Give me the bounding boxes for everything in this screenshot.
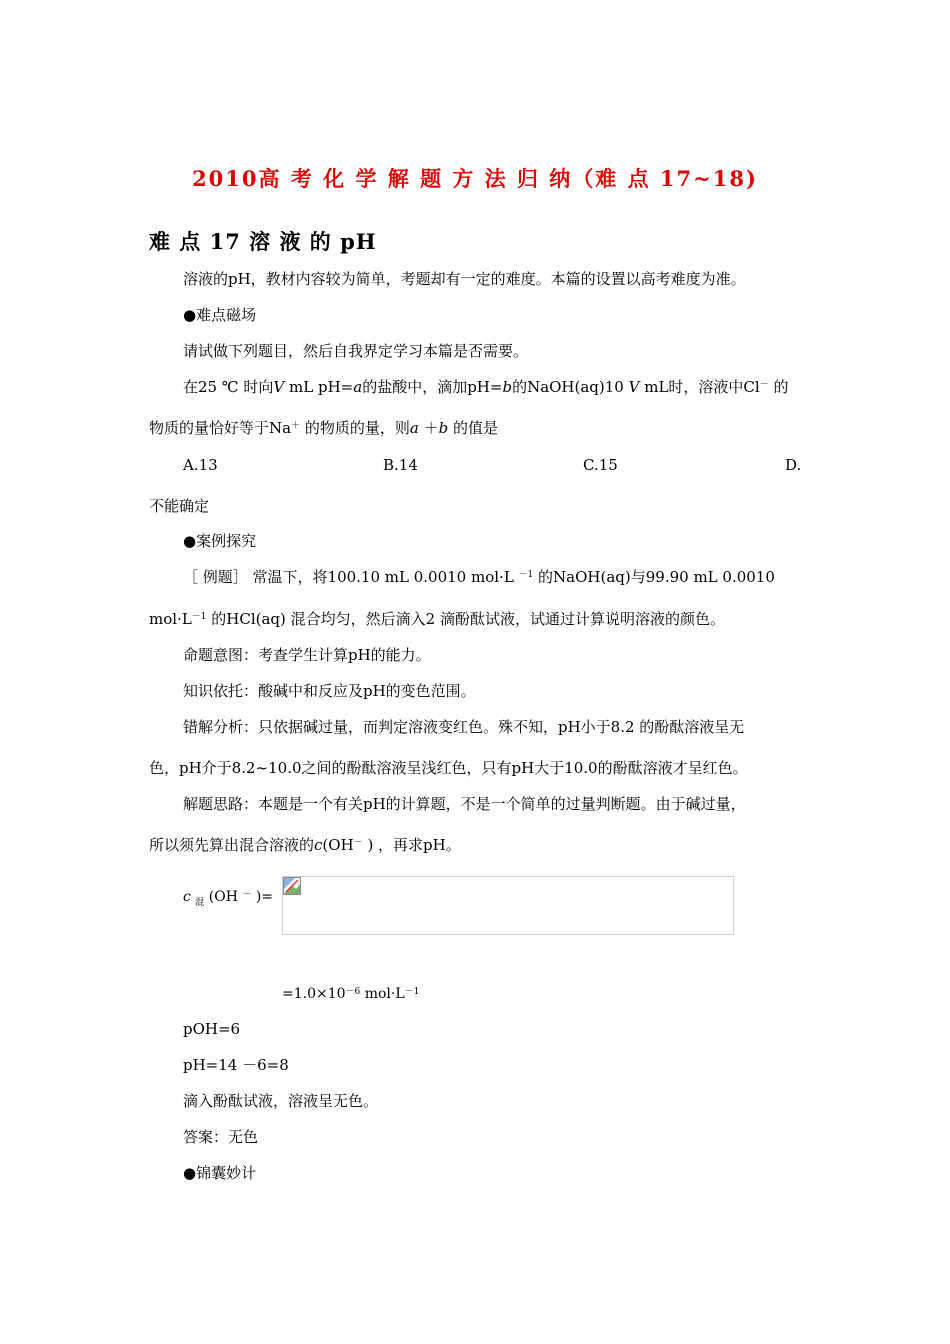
- answer-paragraph: 答案：无色: [183, 1128, 259, 1146]
- example-line-1: ［ 例题］ 常温下，将100.10 mL 0.0010 mol·L $^{-1}$ 的NaOH(aq)与99.90 mL 0.0010: [183, 568, 775, 586]
- error-analysis-line-1: 错解分析：只依据碱过量，而判定溶液变红色。殊不知，pH小于8.2 的酚酞溶液呈无: [183, 718, 745, 736]
- intro-paragraph: 溶液的pH，教材内容较为简单，考题却有一定的难度。本篇的设置以高考难度为准。: [183, 270, 746, 288]
- broken-image-icon: [283, 877, 301, 895]
- solution-idea-line-2: 所以须先算出混合溶液的c(OH－ ) ，再求pH。: [149, 836, 461, 854]
- formula-image-placeholder: [282, 876, 734, 935]
- document-title: 2010高 考 化 学 解 题 方 法 归 纳（难 点 17~18): [192, 166, 758, 191]
- intent-paragraph: 命题意图：考查学生计算pH的能力。: [183, 646, 431, 664]
- instruction-paragraph: 请试做下列题目，然后自我界定学习本篇是否需要。: [183, 342, 529, 360]
- bullet-tips: ●锦囊妙计: [183, 1164, 257, 1182]
- basis-paragraph: 知识依托：酸碱中和反应及pH的变色范围。: [183, 682, 476, 700]
- poh-value: pOH=6: [183, 1020, 241, 1038]
- formula-label: c $_混$ (OH － )=: [183, 889, 274, 908]
- question-line-1: 在25 ℃ 时向V mL pH=a的盐酸中，滴加pH=b的NaOH(aq)10 V mL时，溶液中Cl－ 的: [183, 378, 789, 396]
- bullet-difficulty-field: ●难点磁场: [183, 306, 257, 324]
- option-d-text: 不能确定: [149, 497, 210, 515]
- solution-idea-line-1: 解题思路：本题是一个有关pH的计算题，不是一个简单的过量判断题。由于碱过量，: [183, 795, 746, 813]
- option-a: A.13: [183, 456, 218, 474]
- section-heading: 难 点 17 溶 液 的 pH: [149, 229, 377, 254]
- ph-value: pH=14 －6=8: [183, 1056, 289, 1074]
- bullet-case-study: ●案例探究: [183, 532, 257, 550]
- question-line-2: 物质的量恰好等于Na＋ 的物质的量，则a ＋b 的值是: [149, 419, 498, 437]
- example-line-2: $mol\cdot L^{-1}$ 的HCl(aq) 混合均匀，然后滴入2 滴酚酞试液，试通过计算说明溶液的颜色。: [149, 610, 725, 628]
- formula-result: $=1.0\times 10^{-6}$ $mol\cdot L^{-1}$: [282, 986, 420, 1002]
- error-analysis-line-2: 色，pH介于8.2~10.0之间的酚酞溶液呈浅红色，只有pH大于10.0的酚酞溶液才呈红色。: [149, 759, 748, 777]
- option-d: D.: [785, 456, 802, 474]
- conclusion-paragraph: 滴入酚酞试液，溶液呈无色。: [183, 1092, 379, 1110]
- option-c: C.15: [583, 456, 618, 474]
- option-b: B.14: [383, 456, 418, 474]
